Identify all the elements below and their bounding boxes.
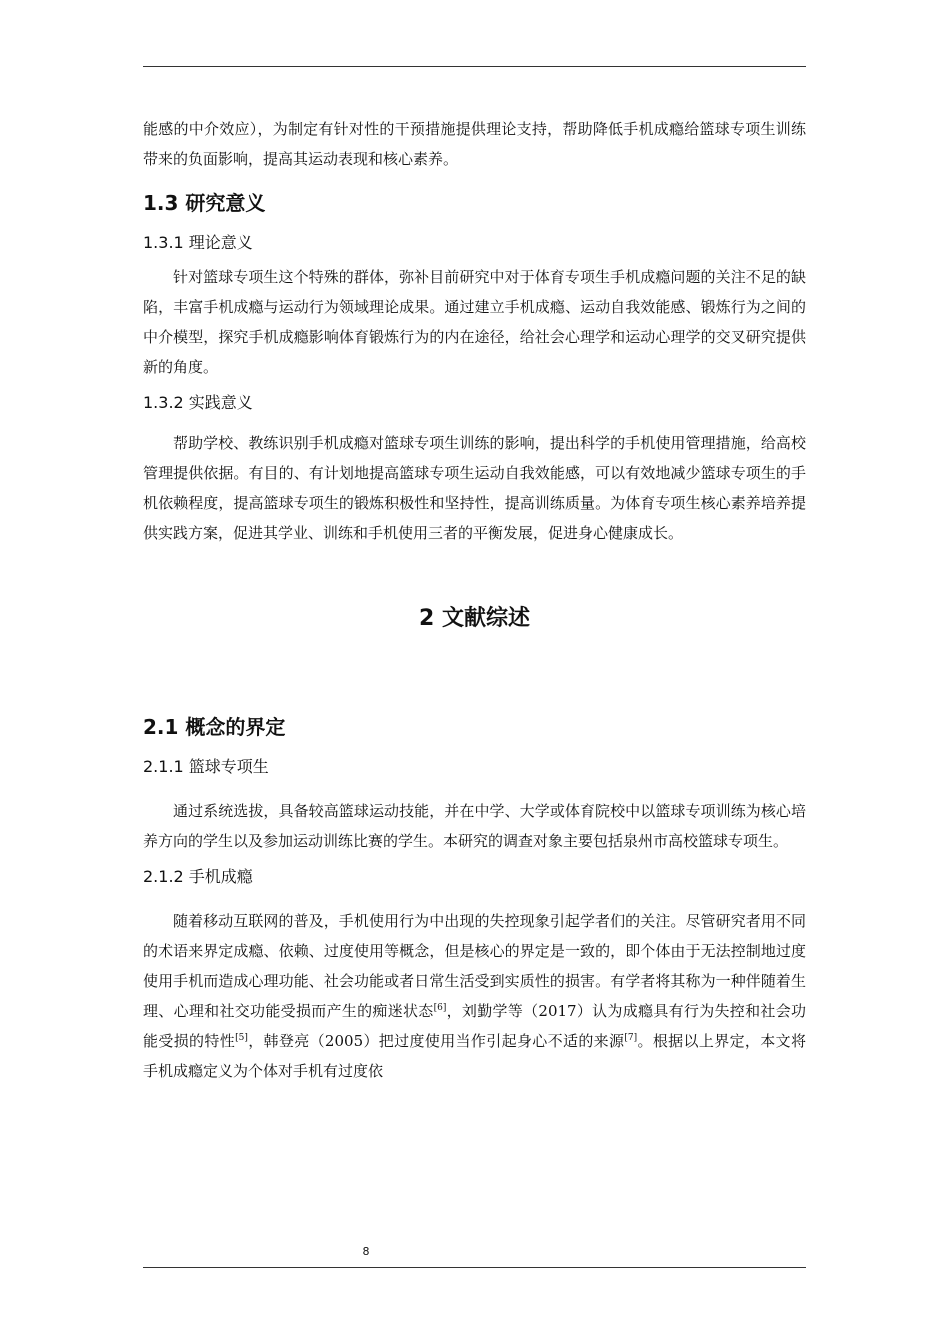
- subsection-heading-1-3-2: 1.3.2 实践意义: [143, 393, 253, 412]
- section-heading-2-1: 2.1 概念的界定: [143, 715, 286, 739]
- paragraph-practical-significance: 帮助学校、教练识别手机成瘾对篮球专项生训练的影响，提出科学的手机使用管理措施，给高校管理提供依据。有目的、有计划地提高篮球专项生运动自我效能感，可以有效地减少篮球专项生的手机依赖程度，提高篮球专项生的锻炼积极性和坚持性，提高训练质量。为体育专项生核心素养培养提供实践方案，促进其学业、训练和手机使用三者的平衡发展，促进身心健康成长。: [143, 434, 806, 542]
- text-segment: 。根据以上界定，本文将手机成瘾定义为个体对手机有过度依: [143, 1032, 806, 1080]
- footer-rule: [143, 1267, 806, 1268]
- subsection-heading-1-3-1: 1.3.1 理论意义: [143, 233, 253, 252]
- citation-7: [7]: [624, 1033, 638, 1043]
- paragraph-phone-addiction-definition: [143, 906, 806, 1086]
- text-segment: ，刘勤学等（2017）认为成瘾具有行为失控和社会功能受损的特性: [143, 1002, 806, 1050]
- citation-5: [5]: [235, 1033, 248, 1043]
- page-body: [143, 114, 806, 1086]
- paragraph-theoretical-significance: 针对篮球专项生这个特殊的群体，弥补目前研究中对于体育专项生手机成瘾问题的关注不足的缺陷，丰富手机成瘾与运动行为领域理论成果。通过建立手机成瘾、运动自我效能感、锻炼行为之间的中介模型，探究手机成瘾影响体育锻炼行为的内在途径，给社会心理学和运动心理学的交叉研究提供新的角度。: [143, 268, 806, 376]
- section-heading-1-3: 1.3 研究意义: [143, 191, 266, 215]
- page-number: 8: [362, 1245, 370, 1258]
- continuation-paragraph: 能感的中介效应），为制定有针对性的干预措施提供理论支持，帮助降低手机成瘾给篮球专项生训练带来的负面影响，提高其运动表现和核心素养。: [143, 120, 806, 168]
- header-rule: [143, 66, 806, 67]
- text-segment: ，韩登亮（2005）把过度使用当作引起身心不适的来源: [247, 1032, 625, 1050]
- subsection-heading-2-1-2: 2.1.2 手机成瘾: [143, 867, 253, 886]
- subsection-heading-2-1-1: 2.1.1 篮球专项生: [143, 757, 269, 776]
- paragraph-basketball-student-definition: 通过系统选拔，具备较高篮球运动技能，并在中学、大学或体育院校中以篮球专项训练为核心培养方向的学生以及参加运动训练比赛的学生。本研究的调查对象主要包括泉州市高校篮球专项生。: [143, 802, 806, 850]
- text-segment: 随着移动互联网的普及，手机使用行为中出现的失控现象引起学者们的关注。尽管研究者用不同的术语来界定成瘾、依赖、过度使用等概念，但是核心的界定是一致的，即个体由于无法控制地过度使用手机而造成心理功能、社会功能或者日常生活受到实质性的损害。有学者将其称为一种伴随着生理、心理和社交功能受损而产生的痴迷状态: [143, 912, 806, 1020]
- chapter-heading-2: 2 文献综述: [419, 606, 530, 631]
- citation-6: [6]: [433, 1003, 447, 1013]
